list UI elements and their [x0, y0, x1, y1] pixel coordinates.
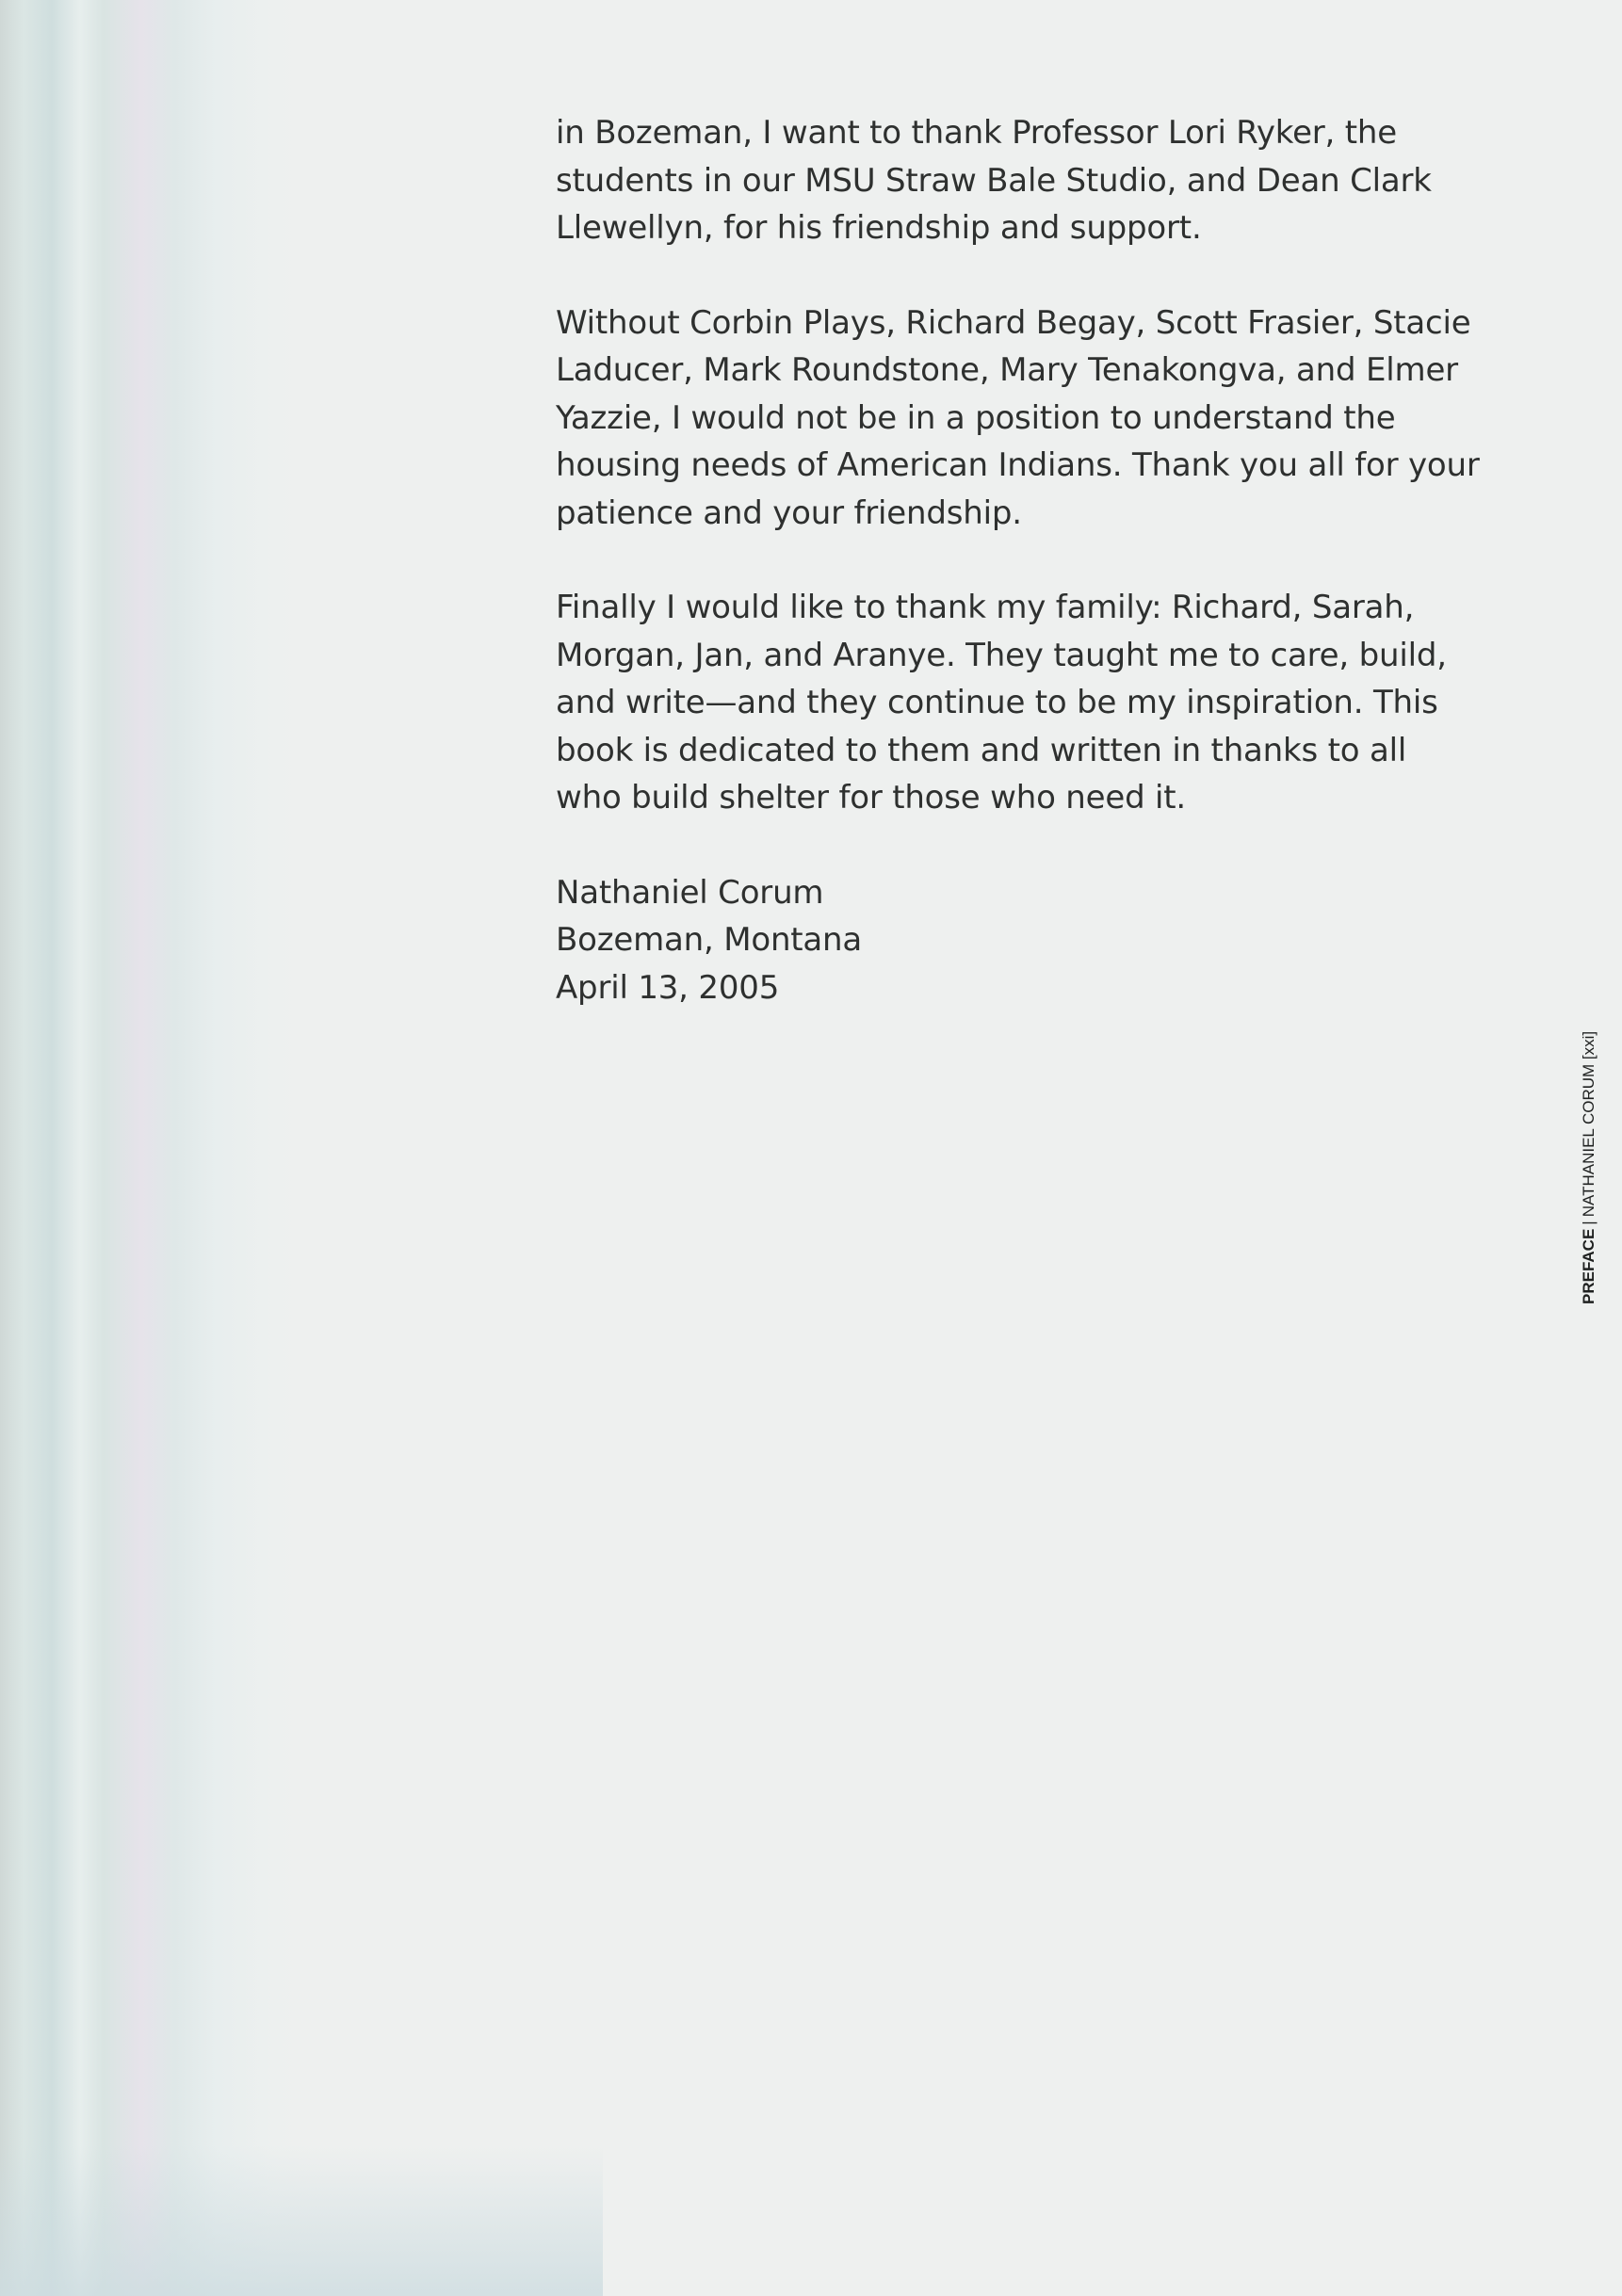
- author-name: Nathaniel Corum: [556, 873, 824, 912]
- running-head-author: NATHANIEL CORUM: [1580, 1063, 1598, 1218]
- signature-date: April 13, 2005: [556, 968, 780, 1007]
- text-line: who build shelter for those who need it.: [556, 779, 1187, 817]
- preface-body: [556, 109, 1479, 1011]
- text-line: Morgan, Jan, and Aranye. They taught me to care, build,: [556, 636, 1447, 674]
- text-line: Yazzie, I would not be in a position to understand the: [556, 398, 1396, 437]
- paragraph-3: [556, 584, 1479, 822]
- text-line: Without Corbin Plays, Richard Begay, Scott Frasier, Stacie: [556, 303, 1471, 342]
- text-line: Llewellyn, for his friendship and support.: [556, 209, 1202, 247]
- text-line: students in our MSU Straw Bale Studio, and Dean Clark: [556, 161, 1432, 200]
- page-gutter-shadow: [0, 0, 311, 2296]
- text-line: patience and your friendship.: [556, 493, 1022, 532]
- text-line: in Bozeman, I want to thank Professor Lori Ryker, the: [556, 114, 1397, 152]
- paragraph-1: [556, 109, 1479, 252]
- text-line: book is dedicated to them and written in thanks to all: [556, 731, 1407, 769]
- page-bottom-shadow: [0, 2145, 603, 2296]
- running-head: [1578, 965, 1610, 1304]
- text-line: Laducer, Mark Roundstone, Mary Tenakongva, and Elmer: [556, 351, 1458, 389]
- running-head-separator: |: [1580, 1221, 1598, 1225]
- text-line: housing needs of American Indians. Thank you all for your: [556, 446, 1480, 484]
- paragraph-2: [556, 299, 1479, 538]
- page-number: [xxi]: [1580, 1030, 1598, 1060]
- text-line: and write—and they continue to be my inspiration. This: [556, 684, 1438, 721]
- signature-block: [556, 869, 1479, 1012]
- text-line: Finally I would like to thank my family: Richard, Sarah,: [556, 589, 1415, 626]
- running-head-section: PREFACE: [1580, 1228, 1598, 1304]
- author-location: Bozeman, Montana: [556, 921, 863, 959]
